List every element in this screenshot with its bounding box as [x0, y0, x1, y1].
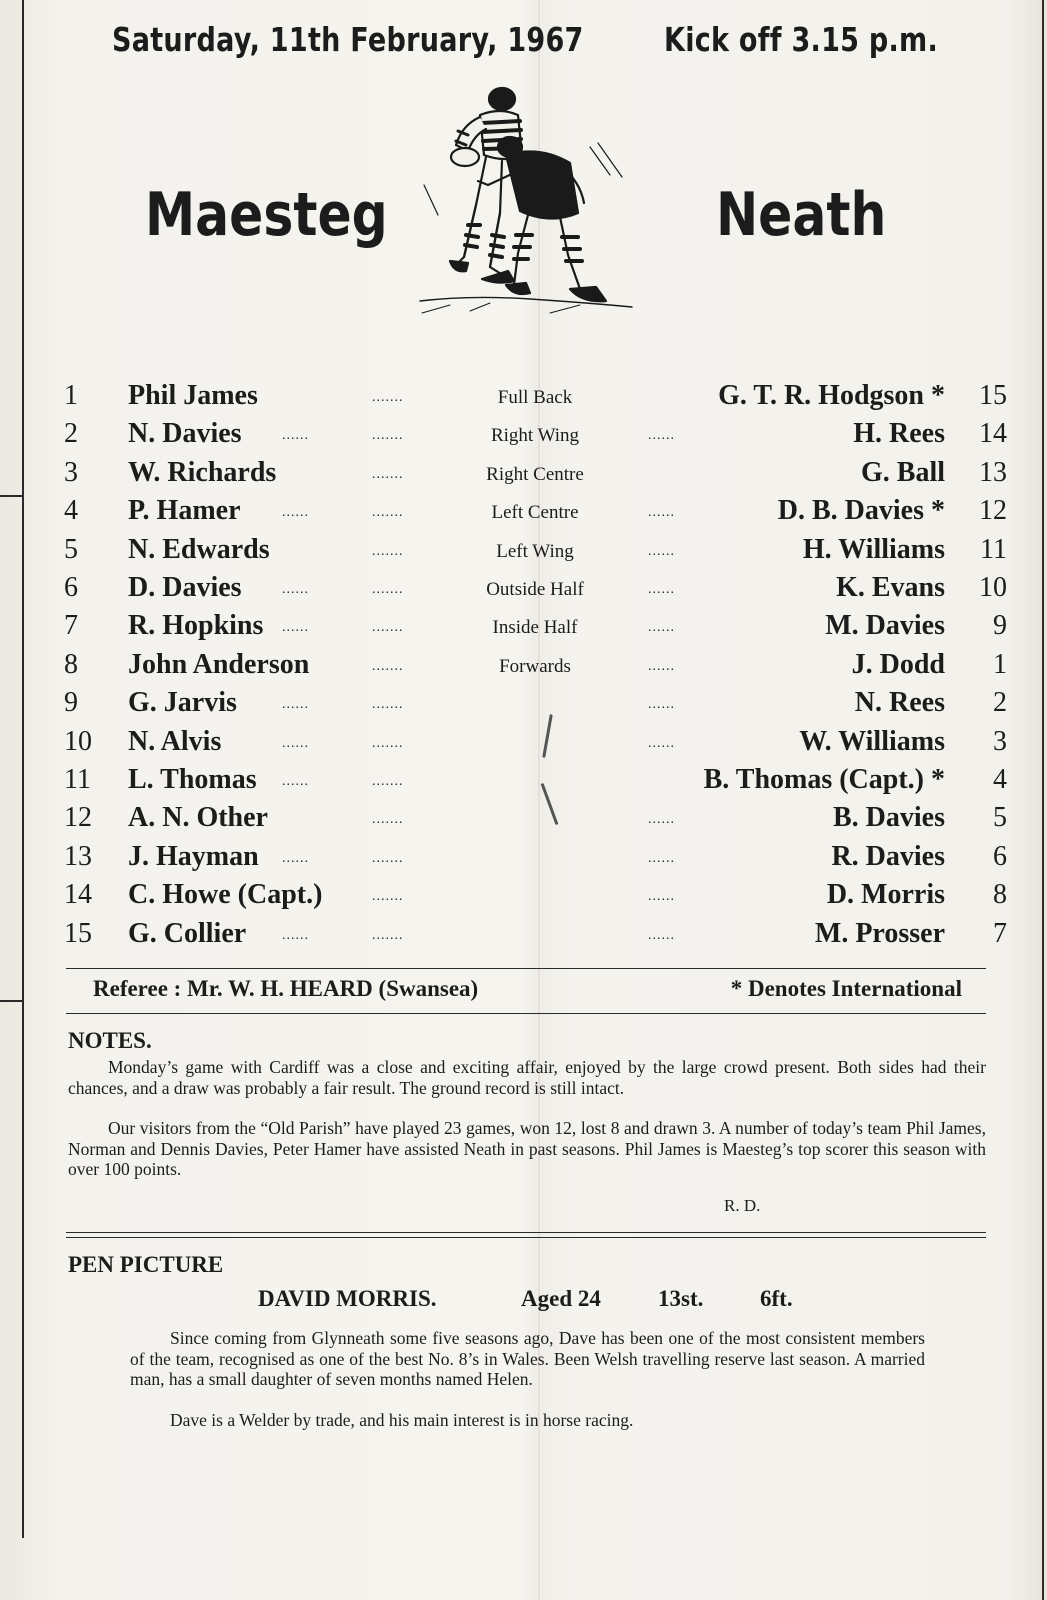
lineup-row — [0, 534, 1047, 573]
away-player-name: B. Davies — [833, 802, 945, 834]
away-player-name: G. T. R. Hodgson * — [718, 380, 945, 411]
home-player-name: N. Davies — [128, 418, 242, 450]
leader-dots: ....... — [372, 735, 404, 751]
position-label: Right Centre — [486, 463, 584, 485]
away-player-number: 7 — [993, 917, 1007, 949]
away-player-name: M. Davies — [825, 610, 945, 642]
lineup-row — [0, 380, 1047, 419]
pen-picture-height: 6ft. — [760, 1286, 793, 1311]
home-player-name: N. Alvis — [128, 725, 222, 757]
pen-picture-age: Aged 24 — [521, 1286, 601, 1311]
home-player-name: G. Jarvis — [128, 687, 237, 719]
referee-line: Referee : Mr. W. H. HEARD (Swansea) — [93, 976, 479, 1001]
leader-dots: ....... — [372, 390, 404, 405]
lineup-row — [0, 495, 1047, 534]
leader-dots: ...... — [282, 774, 309, 789]
home-player-name: W. Richards — [128, 456, 277, 488]
home-player-number: 10 — [64, 725, 92, 757]
divider-rule — [66, 968, 986, 969]
home-player-name: P. Hamer — [128, 495, 241, 527]
leader-dots: ...... — [282, 428, 309, 444]
home-player-number: 6 — [64, 572, 78, 603]
leader-dots: ...... — [648, 505, 675, 521]
notes-text-1: Monday’s game with Cardiff was a close and exciting affair, enjoyed by the large crowd present. Both sides had their chances, and a draw was probably a fair result. The ground record is still intact. — [68, 1057, 986, 1098]
home-player-number: 5 — [64, 533, 78, 565]
away-player-number: 6 — [993, 840, 1007, 872]
position-label: Left Centre — [491, 502, 579, 524]
home-player-number: 3 — [64, 456, 78, 488]
leader-dots: ....... — [372, 774, 404, 789]
lineup-row — [0, 457, 1047, 496]
leader-dots: ...... — [648, 927, 675, 943]
away-player-name: M. Prosser — [814, 917, 945, 949]
away-player-number: 11 — [980, 533, 1007, 565]
home-player-name: John Anderson — [128, 648, 310, 680]
leader-dots: ...... — [648, 697, 675, 713]
away-player-number: 14 — [979, 418, 1007, 450]
pen-picture-text-1: Since coming from Glynneath some five seasons ago, Dave has been one of the most consistent members of the team, recognised as one of the best No. 8’s in Wales. Been Welsh travelling reserve last season. A married man, has a small daughter of seven months named Helen. — [130, 1328, 925, 1389]
home-player-name: Phil James — [128, 380, 258, 411]
away-player-number: 8 — [993, 879, 1007, 911]
away-player-number: 10 — [979, 572, 1007, 603]
international-legend: * Denotes International — [730, 976, 962, 1001]
away-player-name: D. B. Davies * — [777, 495, 945, 527]
lineup-row — [0, 418, 1047, 457]
away-player-number: 5 — [993, 802, 1007, 834]
home-player-name: D. Davies — [128, 572, 242, 603]
divider-rule — [66, 1013, 986, 1014]
position-label: Forwards — [499, 655, 571, 677]
lineup-row — [0, 649, 1047, 688]
pen-picture-weight: 13st. — [658, 1286, 704, 1311]
leader-dots: ...... — [648, 850, 675, 866]
home-player-number: 1 — [64, 380, 78, 411]
home-player-name: N. Edwards — [128, 533, 270, 565]
lineup-row — [0, 687, 1047, 726]
lineup-row — [0, 726, 1047, 765]
away-player-number: 3 — [993, 725, 1007, 757]
leader-dots: ...... — [282, 735, 309, 751]
lineup-row — [0, 610, 1047, 649]
lineup-row — [0, 879, 1047, 918]
leader-dots: ....... — [372, 889, 404, 905]
away-player-name: H. Williams — [802, 533, 945, 565]
lineup-row — [0, 764, 1047, 803]
home-player-number: 11 — [64, 764, 91, 795]
away-player-name: H. Rees — [853, 418, 945, 450]
pen-picture-text-2: Dave is a Welder by trade, and his main interest is in horse racing. — [170, 1410, 634, 1430]
leader-dots: ...... — [282, 620, 309, 636]
away-team-name: Neath — [716, 180, 887, 250]
home-player-name: A. N. Other — [128, 802, 268, 834]
home-player-number: 13 — [64, 840, 92, 872]
home-player-name: L. Thomas — [128, 764, 257, 795]
home-player-number: 14 — [64, 879, 92, 911]
lineup-row — [0, 802, 1047, 841]
leader-dots: ...... — [282, 850, 309, 866]
leader-dots: ...... — [282, 927, 309, 943]
position-label: Full Back — [497, 387, 573, 408]
away-player-number: 4 — [993, 764, 1007, 795]
home-player-number: 8 — [64, 648, 78, 680]
notes-text-2: Our visitors from the “Old Parish” have played 23 games, won 12, lost 8 and drawn 3. A number of today’s team Phil James, Norman and Dennis Davies, Peter Hamer have assisted Neath in past seasons. Phil James is Maesteg’s top scorer this season with over 100 points. — [68, 1118, 986, 1179]
notes-paragraph-2 — [68, 1118, 986, 1180]
away-player-name: K. Evans — [836, 572, 945, 603]
position-label: Outside Half — [486, 579, 584, 600]
pen-picture-name: DAVID MORRIS. — [258, 1286, 437, 1311]
away-player-name: D. Morris — [826, 879, 945, 911]
home-player-name: J. Hayman — [128, 840, 259, 872]
leader-dots: ....... — [372, 620, 404, 636]
leader-dots: ...... — [648, 582, 675, 597]
away-player-number: 13 — [979, 456, 1007, 488]
leader-dots: ....... — [372, 927, 404, 943]
match-date: Saturday, 11th February, 1967 — [112, 20, 584, 59]
leader-dots: ...... — [648, 812, 675, 828]
away-player-number: 12 — [979, 495, 1007, 527]
pen-picture-paragraph-1 — [130, 1328, 925, 1390]
away-player-name: N. Rees — [854, 687, 945, 719]
leader-dots: ....... — [372, 850, 404, 866]
leader-dots: ...... — [648, 543, 675, 559]
home-player-number: 9 — [64, 687, 78, 719]
position-label: Inside Half — [492, 617, 578, 639]
notes-signature: R. D. — [724, 1196, 761, 1215]
leader-dots: ....... — [372, 543, 404, 559]
leader-dots: ...... — [648, 735, 675, 751]
leader-dots: ....... — [372, 428, 404, 444]
leader-dots: ....... — [372, 697, 404, 713]
leader-dots: ...... — [648, 658, 675, 674]
leader-dots: ....... — [372, 658, 404, 674]
home-player-name: R. Hopkins — [128, 610, 264, 642]
away-player-name: W. Williams — [799, 725, 945, 757]
divider-rule — [66, 1232, 986, 1233]
home-player-name: G. Collier — [128, 917, 247, 949]
home-player-number: 12 — [64, 802, 92, 834]
divider-rule — [66, 1237, 986, 1238]
position-label: Left Wing — [496, 540, 574, 562]
home-player-number: 7 — [64, 610, 78, 642]
border-tick — [0, 1000, 22, 1002]
pen-picture-paragraph-2 — [130, 1410, 925, 1431]
away-player-name: J. Dodd — [851, 648, 945, 680]
leader-dots: ...... — [648, 428, 675, 444]
away-player-number: 2 — [993, 687, 1007, 719]
away-player-number: 9 — [993, 610, 1007, 642]
notes-paragraph-1 — [68, 1057, 986, 1098]
away-player-number: 1 — [993, 648, 1007, 680]
lineup-row — [0, 841, 1047, 880]
leader-dots: ...... — [282, 505, 309, 521]
leader-dots: ...... — [282, 582, 309, 597]
away-player-number: 15 — [979, 380, 1007, 411]
home-player-number: 4 — [64, 495, 78, 527]
leader-dots: ...... — [282, 697, 309, 713]
home-team-name: Maesteg — [145, 180, 388, 250]
leader-dots: ....... — [372, 582, 404, 597]
leader-dots: ...... — [648, 620, 675, 636]
away-player-name: B. Thomas (Capt.) * — [703, 764, 945, 795]
leader-dots: ...... — [648, 889, 675, 905]
lineup-row — [0, 572, 1047, 611]
kickoff-time: Kick off 3.15 p.m. — [664, 20, 939, 59]
leader-dots: ....... — [372, 505, 404, 521]
rugby-players-tackle-illustration — [410, 85, 640, 320]
leader-dots: ....... — [372, 466, 404, 482]
home-player-name: C. Howe (Capt.) — [128, 879, 323, 911]
away-player-name: R. Davies — [831, 840, 945, 872]
home-player-number: 15 — [64, 917, 92, 949]
leader-dots: ....... — [372, 812, 404, 828]
position-label: Right Wing — [490, 425, 580, 447]
pen-picture-heading: PEN PICTURE — [68, 1252, 224, 1277]
away-player-name: G. Ball — [860, 456, 945, 488]
notes-heading: NOTES. — [68, 1028, 152, 1053]
home-player-number: 2 — [64, 418, 78, 450]
lineup-row — [0, 918, 1047, 957]
